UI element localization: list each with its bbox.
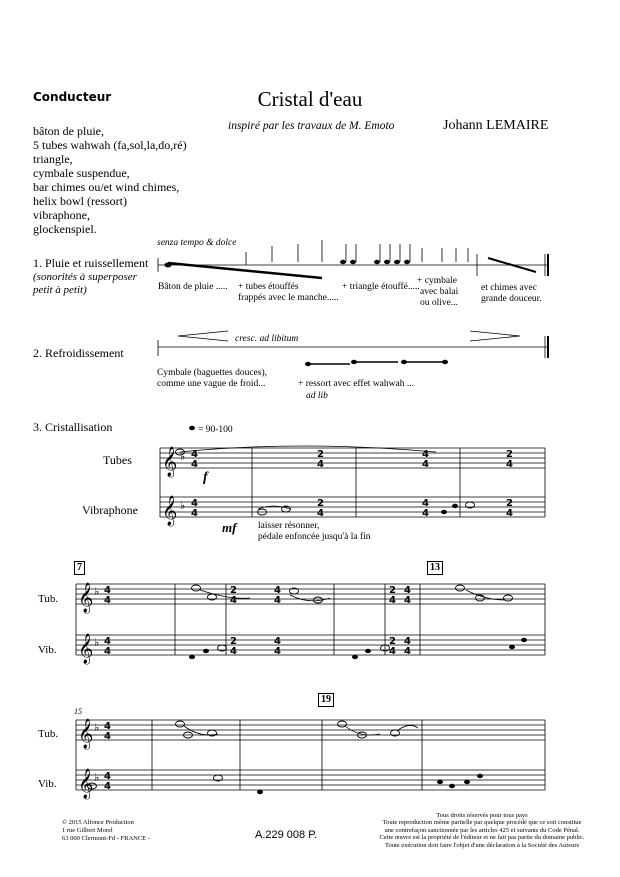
annotation: ou olive... [420,298,458,308]
crescendo-hairpin [178,331,228,341]
svg-text:𝄞: 𝄞 [78,583,94,613]
measure-number: 7 [74,561,85,575]
catalog-number: A.229 008 P. [255,829,318,841]
svg-text:4: 4 [506,459,513,470]
annotation: comme une vague de froid... [157,379,266,389]
section1-note: (sonorités à superposer [33,271,137,283]
svg-text:4: 4 [104,595,111,606]
open-note-heads [88,449,513,789]
svg-text:2: 2 [389,636,396,647]
svg-text:♭: ♭ [94,636,100,649]
svg-text:4: 4 [317,459,324,470]
conductor-label: Conducteur [33,90,112,104]
svg-text:2: 2 [506,449,513,460]
svg-text:4: 4 [230,646,237,657]
measure-number: 19 [318,693,334,707]
instrument-item: glockenspiel. [33,222,97,236]
staff-vibraphone [160,497,545,517]
svg-text:2: 2 [230,636,237,647]
svg-text:4: 4 [104,731,111,742]
measure-number: 15 [74,707,82,716]
annotation: et chimes avec [481,283,537,293]
svg-text:4: 4 [506,508,513,519]
svg-text:♭: ♭ [180,450,186,463]
section2-title: 2. Refroidissement [33,346,124,360]
svg-text:4: 4 [104,771,111,782]
slur [290,595,330,601]
annotation: Bâton de pluie ..... [158,282,228,292]
svg-text:2: 2 [317,449,324,460]
svg-text:4: 4 [274,636,281,647]
annotation: avec balai [420,287,459,297]
svg-text:4: 4 [422,449,429,460]
piece-title: Cristal d'eau [257,87,363,111]
staff-vib [76,635,545,655]
svg-text:♭: ♭ [180,499,186,512]
svg-text:4: 4 [422,508,429,519]
rights-line: Toute reproduction même partielle par quelque procédé que ce soit constitue [382,819,582,827]
svg-text:4: 4 [404,595,411,606]
dynamic-forte: f [203,470,208,485]
svg-text:𝄞: 𝄞 [78,769,94,799]
svg-text:4: 4 [422,498,429,509]
svg-text:4: 4 [317,508,324,519]
instrument-item: helix bowl (ressort) [33,194,127,208]
section1-title: 1. Pluie et ruissellement [33,256,149,270]
performance-note: laisser résonner, [258,521,320,531]
svg-text:4: 4 [404,646,411,657]
rights-line: une contrefaçon sanctionnée par les articles 425 et suivants du Code Pénal. [384,826,580,834]
annotation: ad lib [306,391,328,401]
svg-text:4: 4 [389,595,396,606]
svg-text:𝄞: 𝄞 [162,447,178,477]
piece-subtitle: inspiré par les travaux de M. Emoto [228,120,395,132]
svg-text:2: 2 [506,498,513,509]
staff-label-tub: Tub. [38,593,59,605]
staff-tubes [160,448,545,468]
svg-text:4: 4 [274,595,281,606]
annotation: Cymbale (baguettes douces), [157,368,268,378]
copyright-line: 63 000 Clermont-Fd - FRANCE - [62,835,150,842]
tie [180,446,436,452]
svg-text:𝄞: 𝄞 [78,634,94,664]
svg-text:4: 4 [274,646,281,657]
svg-text:4: 4 [404,636,411,647]
svg-text:4: 4 [104,781,111,792]
staff-tub [76,720,545,740]
section3-title: 3. Cristallisation [33,420,113,434]
copyright-line: © 2015 Alfonce Production [62,819,134,826]
dynamic-marking: cresc. ad libitum [235,334,299,344]
slur [184,726,218,735]
slur [345,726,380,735]
annotation: + cymbale [417,276,457,286]
staff-label-tubes: Tubes [103,453,132,467]
svg-text:𝄞: 𝄞 [162,496,178,526]
decrescendo-hairpin [470,331,520,341]
staff-label-vib: Vib. [38,778,57,790]
rights-line: Toute exécution doit faire l'objet d'une déclaration à la Société des Auteurs [384,841,580,849]
annotation: grande douceur. [481,294,542,304]
svg-text:𝄞: 𝄞 [78,719,94,749]
instrument-item: 5 tubes wahwah (fa,sol,la,do,ré) [33,138,187,152]
svg-text:2: 2 [317,498,324,509]
svg-text:4: 4 [104,636,111,647]
measure-number: 13 [427,561,443,575]
instrument-item: triangle, [33,152,73,166]
clefs [78,446,185,800]
dynamic-mezzo-forte: mf [222,520,237,535]
svg-text:4: 4 [274,585,281,596]
svg-text:4: 4 [191,498,198,509]
svg-text:♭: ♭ [94,771,100,784]
tremolo-line [308,362,445,364]
instrument-item: bâton de pluie, [33,124,104,138]
svg-text:4: 4 [404,585,411,596]
rights-line: Cette œuvre est la propriété de l'éditeur et ne fait pas partie du domaine public. [379,834,585,842]
slur [398,725,418,730]
section1-tempo: senza tempo & dolce [157,238,237,248]
svg-text:4: 4 [422,459,429,470]
svg-text:4: 4 [104,646,111,657]
slur [466,590,505,600]
svg-text:4: 4 [104,585,111,596]
composer-name: Johann LEMAIRE [443,118,549,133]
svg-text:4: 4 [104,721,111,732]
annotation: + ressort avec effet wahwah ... [298,379,414,389]
section1-note: petit à petit) [33,284,87,296]
rights-line: Tous droits réservés pour tous pays [436,812,528,819]
annotation: + triangle étouffé..... [342,282,420,292]
svg-text:4: 4 [230,595,237,606]
svg-text:♭: ♭ [94,721,100,734]
svg-text:♭: ♭ [94,585,100,598]
instrument-item: vibraphone, [33,208,90,222]
svg-text:2: 2 [389,585,396,596]
svg-text:2: 2 [230,585,237,596]
tempo-marking: = 90-100 [198,425,233,435]
svg-text:4: 4 [191,449,198,460]
staff-vib [76,770,545,790]
staff-label-vibraphone: Vibraphone [82,503,138,517]
instrument-item: bar chimes ou/et wind chimes, [33,180,180,194]
staff-label-vib: Vib. [38,644,57,656]
performance-note: pédale enfoncée jusqu'à la fin [258,532,371,542]
instrument-item: cymbale suspendue, [33,166,130,180]
svg-text:4: 4 [389,646,396,657]
staff-label-tub: Tub. [38,728,59,740]
svg-text:4: 4 [191,459,198,470]
svg-text:4: 4 [191,508,198,519]
annotation: + tubes étouffés [238,282,299,292]
annotation: frappés avec le manche..... [238,293,339,303]
copyright-line: 1 rue Gilbert Morel [62,827,113,834]
